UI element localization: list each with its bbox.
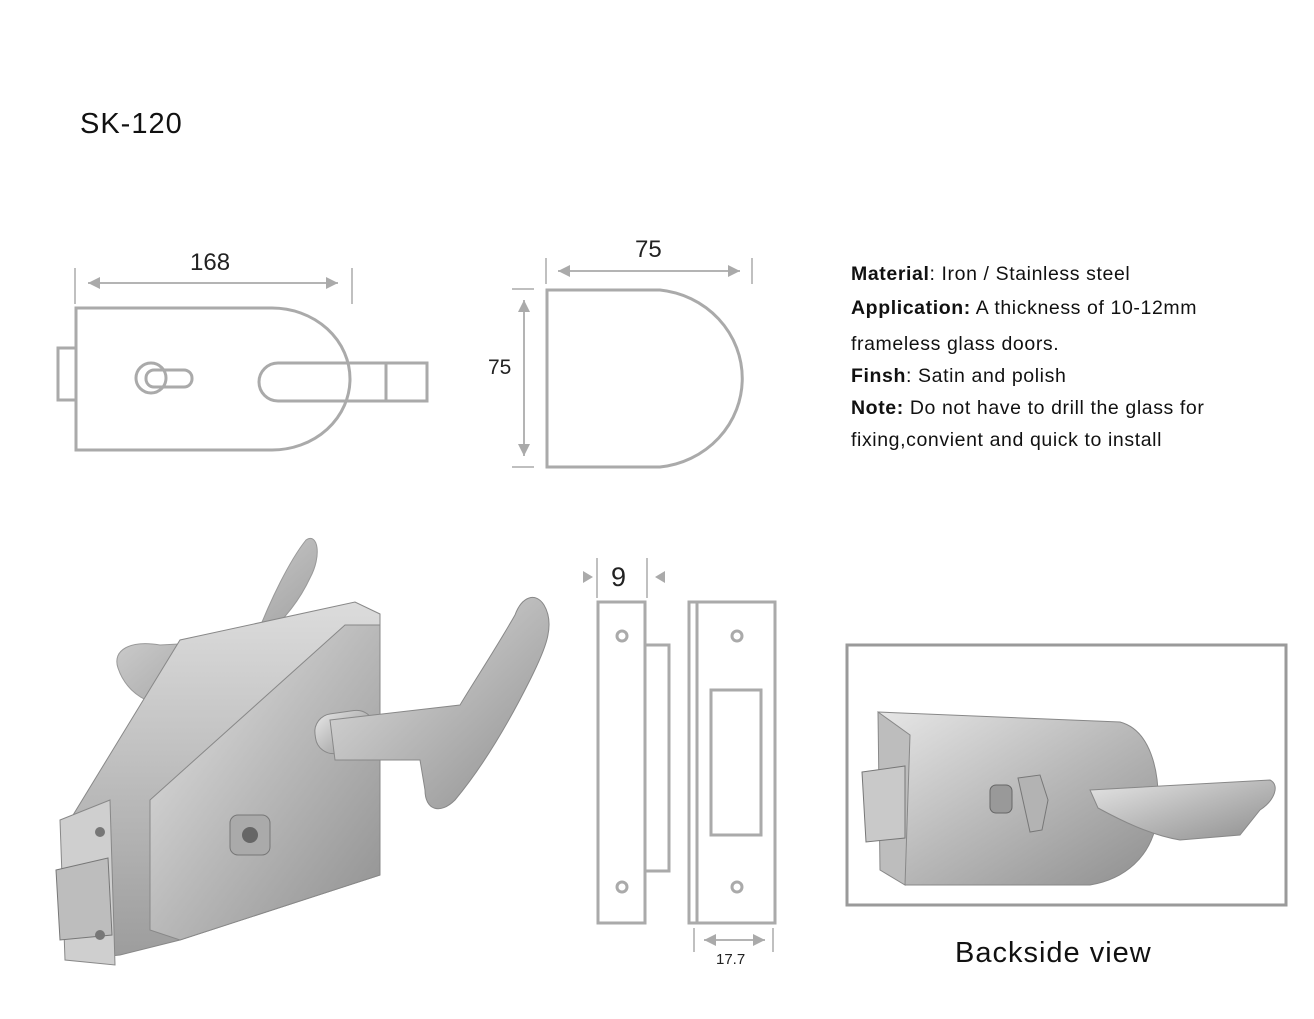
backside-view-caption: Backside view (955, 937, 1152, 969)
side-view (512, 258, 752, 467)
thickness-view-right (689, 602, 775, 952)
spec-line-material: Material: Iron / Stainless steel (851, 263, 1131, 285)
spec-line-application-cont: frameless glass doors. (851, 333, 1060, 355)
thickness-view-left (583, 558, 669, 923)
dim-front-width: 168 (190, 249, 231, 276)
spec-line-application: Application: A thickness of 10-12mm (851, 297, 1198, 319)
dim-thickness-bottom: 17.7 (716, 951, 746, 968)
lock-product-image (56, 538, 549, 965)
dim-side-height: 75 (488, 356, 512, 379)
model-title: SK-120 (80, 108, 183, 140)
spec-line-finish: Finsh: Satin and polish (851, 365, 1067, 387)
spec-line-note-cont: fixing,convient and quick to install (851, 429, 1163, 451)
spec-line-note: Note: Do not have to drill the glass for (851, 397, 1205, 419)
dim-thickness-top: 9 (611, 562, 627, 592)
dim-side-width: 75 (635, 236, 662, 263)
specifications (851, 258, 1301, 456)
front-view (58, 268, 427, 450)
